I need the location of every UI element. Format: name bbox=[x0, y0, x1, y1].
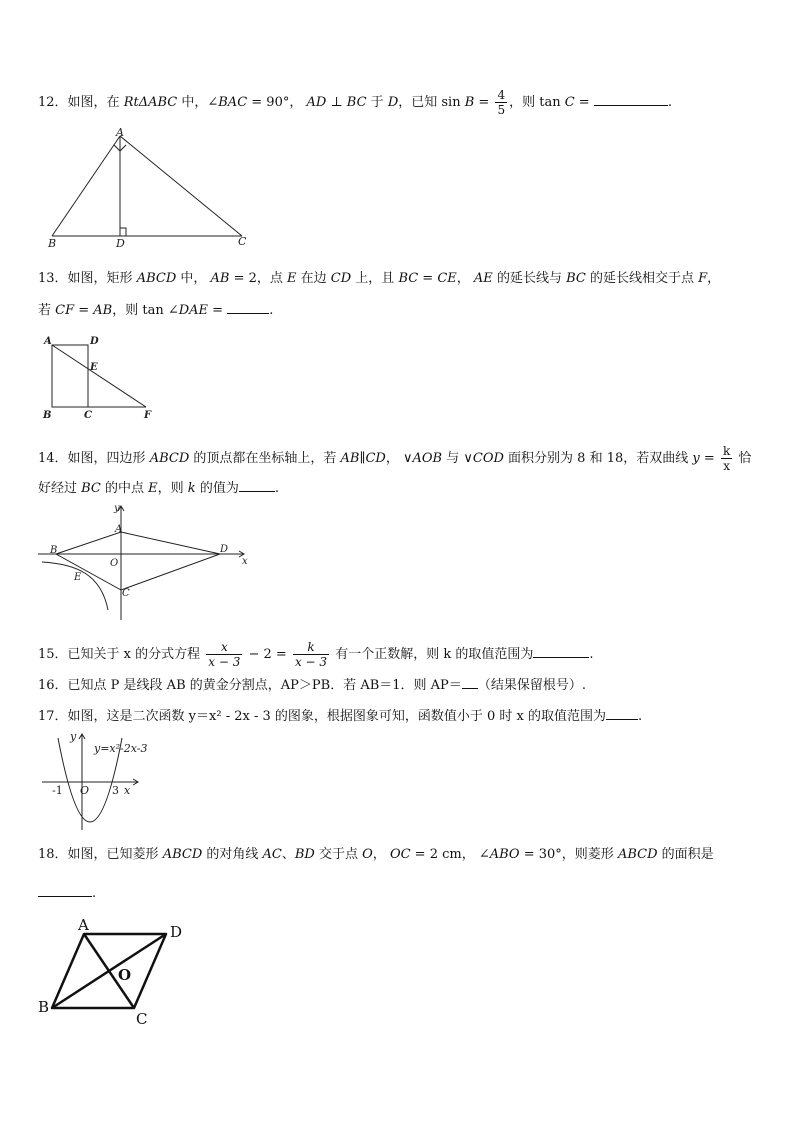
q14-var: AB∥CD bbox=[340, 451, 386, 466]
q18-text: 的面积是 bbox=[657, 847, 714, 862]
fraction bbox=[495, 88, 507, 117]
q14-var: k bbox=[187, 481, 196, 496]
question-14-line-1 bbox=[38, 444, 751, 473]
q15-text: 15．已知关于 x 的分式方程 bbox=[38, 647, 205, 662]
q13-text: 若 bbox=[38, 303, 56, 318]
answer-blank[interactable] bbox=[38, 884, 92, 897]
q13-var: DAE bbox=[178, 303, 209, 318]
label-d: D bbox=[90, 336, 99, 347]
q18-text: = 30°，则菱形 bbox=[519, 847, 618, 862]
q14-text: 14．如图，四边形 bbox=[38, 451, 150, 466]
q15-text: . bbox=[589, 647, 594, 662]
q13-var: BC = CE bbox=[398, 271, 457, 286]
q14-text: ，则 bbox=[157, 481, 188, 496]
answer-blank[interactable] bbox=[606, 707, 638, 720]
q18-text: . bbox=[92, 886, 97, 901]
label-o: O bbox=[118, 966, 132, 984]
q17-text: 17．如图，这是二次函数 y＝x² - 2x - 3 的图象，根据图象可知，函数值小于 0 时 x 的取值范围为 bbox=[38, 709, 607, 724]
q12-text: 12．如图，在 bbox=[38, 95, 124, 110]
q14-text: = bbox=[699, 451, 719, 466]
label-f: F bbox=[144, 410, 152, 421]
label-e: E bbox=[74, 572, 82, 583]
q13-text: = 2，点 bbox=[229, 271, 288, 286]
answer-blank[interactable] bbox=[462, 676, 478, 689]
label-c: C bbox=[122, 588, 130, 599]
q12-var: AD bbox=[306, 95, 327, 110]
q12-text: = 90°， bbox=[247, 95, 307, 110]
label-x: x bbox=[242, 556, 248, 567]
label-d: D bbox=[220, 544, 229, 555]
q13-text: 的延长线与 bbox=[492, 271, 567, 286]
q12-var: B bbox=[464, 95, 475, 110]
q17-parabola-figure bbox=[38, 730, 158, 834]
label-a: A bbox=[78, 916, 89, 934]
q13-var: ABCD bbox=[136, 271, 177, 286]
q18-text: ， bbox=[372, 847, 390, 862]
q18-text: 18．如图，已知菱形 bbox=[38, 847, 163, 862]
label-x: x bbox=[124, 784, 131, 797]
q13-var: CF = AB bbox=[55, 303, 113, 318]
q14-text: 的值为 bbox=[195, 481, 239, 496]
q17-text: . bbox=[638, 709, 643, 724]
q12-triangle-figure bbox=[40, 128, 260, 250]
right-angle-mark bbox=[120, 228, 126, 236]
label-e: E bbox=[90, 362, 98, 373]
rectangle-abcd bbox=[52, 345, 88, 407]
q18-var: ABCD bbox=[162, 847, 203, 862]
label-d: D bbox=[116, 237, 125, 250]
q14-text: 面积分别为 8 和 18，若双曲线 bbox=[503, 451, 693, 466]
q13-var: CD bbox=[330, 271, 352, 286]
q14-text: 恰 bbox=[734, 451, 752, 466]
q14-var: BC bbox=[81, 481, 101, 496]
q12-text: = bbox=[474, 95, 494, 110]
label-b: B bbox=[38, 998, 50, 1016]
q14-var: COD bbox=[472, 451, 504, 466]
q13-var: BC bbox=[566, 271, 586, 286]
q14-var: AOB bbox=[412, 451, 443, 466]
fraction-numerator: 4 bbox=[497, 88, 506, 102]
label-minus-one: -1 bbox=[52, 784, 63, 797]
q13-text: ， bbox=[456, 271, 474, 286]
label-y: y bbox=[114, 503, 120, 514]
question-16-text bbox=[38, 676, 586, 695]
q18-var: OC bbox=[389, 847, 411, 862]
q15-text: 有一个正数解，则 k 的取值范围为 bbox=[331, 647, 534, 662]
label-o: O bbox=[80, 784, 90, 797]
q13-text: = bbox=[208, 303, 228, 318]
q18-var: AC bbox=[262, 847, 282, 862]
question-18-line-2 bbox=[38, 884, 96, 903]
q13-text: . bbox=[269, 303, 274, 318]
label-c: C bbox=[136, 1010, 148, 1028]
q13-text: 13．如图，矩形 bbox=[38, 271, 137, 286]
q13-var: F bbox=[698, 271, 708, 286]
answer-blank[interactable] bbox=[533, 645, 589, 658]
fraction bbox=[721, 444, 732, 473]
q13-text: ， bbox=[707, 271, 721, 286]
question-17-text bbox=[38, 707, 642, 726]
q12-text: 于 bbox=[366, 95, 388, 110]
q18-text: = 2 cm， ∠ bbox=[410, 847, 490, 862]
q14-text: 与 ∨ bbox=[442, 451, 473, 466]
q14-text: 的顶点都在坐标轴上，若 bbox=[189, 451, 341, 466]
label-b: B bbox=[50, 545, 58, 556]
function-label: y=x²-2x-3 bbox=[94, 742, 148, 755]
q13-var: AB bbox=[210, 271, 230, 286]
fraction-denominator: 5 bbox=[497, 103, 506, 117]
q18-var: ABO bbox=[489, 847, 520, 862]
q18-var: BD bbox=[294, 847, 315, 862]
q16-text: 16．已知点 P 是线段 AB 的黄金分割点，AP＞PB．若 AB＝1．则 AP＝ bbox=[38, 678, 462, 693]
label-c: C bbox=[84, 410, 92, 421]
q14-text: 好经过 bbox=[38, 481, 82, 496]
label-a: A bbox=[116, 126, 124, 139]
side-ac bbox=[120, 136, 242, 236]
label-three: 3 bbox=[112, 784, 119, 797]
q14-var: y bbox=[692, 451, 700, 466]
q13-rectangle-figure bbox=[40, 334, 160, 424]
q14-var: ABCD bbox=[149, 451, 190, 466]
label-b: B bbox=[48, 237, 57, 250]
q18-var: ABCD bbox=[617, 847, 658, 862]
fraction-numerator: x bbox=[206, 640, 242, 655]
q14-coordinate-figure bbox=[36, 502, 256, 624]
question-18-line-1 bbox=[38, 846, 714, 864]
label-o: O bbox=[110, 558, 119, 569]
question-13-line-2 bbox=[38, 301, 273, 320]
q12-var: BAC bbox=[218, 95, 248, 110]
question-15-text bbox=[38, 640, 593, 669]
answer-blank[interactable] bbox=[227, 301, 269, 314]
line-af bbox=[52, 345, 146, 407]
label-b: B bbox=[43, 410, 52, 421]
q12-text: ⊥ bbox=[326, 95, 347, 110]
fraction-numerator: k bbox=[293, 640, 329, 655]
q14-text: 的中点 bbox=[100, 481, 149, 496]
q13-var: AE bbox=[473, 271, 493, 286]
q15-text: − 2 = bbox=[244, 647, 291, 662]
question-14-line-2 bbox=[38, 479, 279, 498]
q18-text: 交于点 bbox=[314, 847, 363, 862]
label-y: y bbox=[70, 730, 77, 743]
q12-text: ，已知 sin bbox=[398, 95, 465, 110]
fraction-denominator: x − 3 bbox=[294, 655, 328, 669]
fraction-denominator: x − 3 bbox=[208, 655, 241, 669]
q13-text: 的延长线相交于点 bbox=[585, 271, 699, 286]
label-c: C bbox=[238, 235, 247, 248]
label-a: A bbox=[44, 336, 52, 347]
answer-blank[interactable] bbox=[239, 479, 275, 492]
fraction bbox=[293, 640, 329, 669]
q14-text: ， ∨ bbox=[385, 451, 413, 466]
q18-var: O bbox=[362, 847, 373, 862]
q14-text: . bbox=[274, 481, 279, 496]
question-12-text bbox=[38, 88, 672, 117]
q12-text: 中，∠ bbox=[177, 95, 219, 110]
q14-var: E bbox=[148, 481, 158, 496]
q12-text: . bbox=[667, 95, 672, 110]
label-a: A bbox=[115, 524, 123, 535]
fraction-denominator: x bbox=[723, 459, 730, 473]
label-d: D bbox=[170, 923, 183, 941]
q13-text: 上，且 bbox=[351, 271, 399, 286]
q12-text: ，则 tan bbox=[509, 95, 565, 110]
q12-var: D bbox=[387, 95, 399, 110]
q12-var: RtΔABC bbox=[123, 95, 178, 110]
side-ab bbox=[52, 136, 120, 236]
fraction bbox=[206, 640, 242, 669]
q18-text: 、 bbox=[281, 847, 295, 862]
q13-text: 中， bbox=[176, 271, 211, 286]
hyperbola-branch bbox=[42, 562, 108, 610]
q13-text: 在边 bbox=[296, 271, 331, 286]
q12-var: BC bbox=[346, 95, 367, 110]
q18-text: 的对角线 bbox=[202, 847, 263, 862]
q16-text: （结果保留根号）. bbox=[477, 678, 586, 693]
q13-text: ，则 tan ∠ bbox=[112, 303, 179, 318]
question-13-line-1 bbox=[38, 270, 720, 288]
fraction-numerator: k bbox=[722, 444, 731, 458]
q12-var: C bbox=[564, 95, 575, 110]
q18-rhombus-figure bbox=[34, 912, 194, 1028]
q12-text: = bbox=[574, 95, 594, 110]
answer-blank[interactable] bbox=[594, 93, 668, 106]
q13-var: E bbox=[287, 271, 297, 286]
